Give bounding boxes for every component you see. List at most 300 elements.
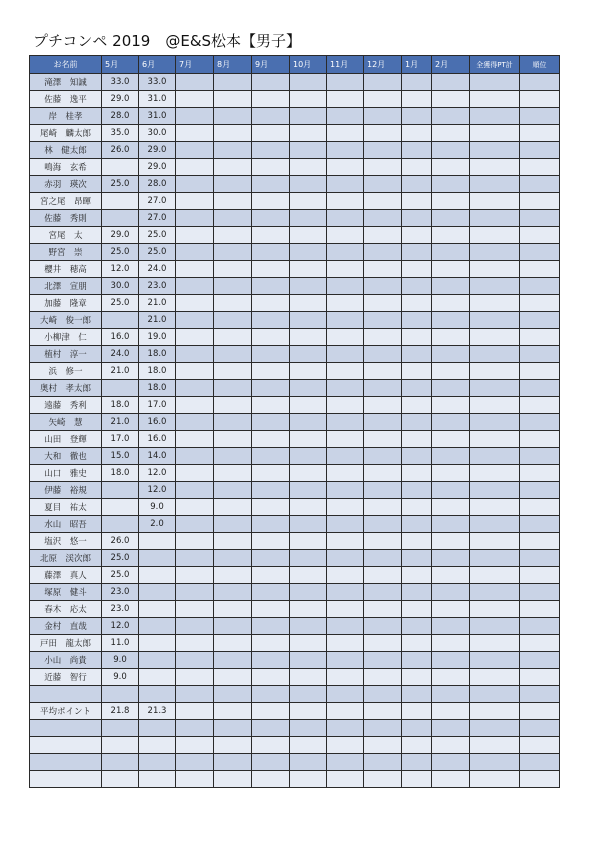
empty-cell — [432, 295, 470, 312]
score-cell — [102, 499, 139, 516]
empty-cell — [432, 703, 470, 720]
empty-cell — [432, 635, 470, 652]
empty-cell — [520, 465, 560, 482]
header-rank: 順位 — [520, 56, 560, 74]
empty-cell — [176, 720, 214, 737]
score-cell: 31.0 — [139, 108, 176, 125]
score-cell: 18.0 — [139, 380, 176, 397]
empty-cell — [520, 414, 560, 431]
empty-cell — [364, 193, 402, 210]
player-name-cell: 赤羽 瑛次 — [30, 176, 102, 193]
empty-cell — [214, 414, 252, 431]
empty-cell — [432, 159, 470, 176]
score-cell: 21.0 — [139, 312, 176, 329]
empty-cell — [214, 669, 252, 686]
empty-cell — [364, 584, 402, 601]
empty-cell — [252, 227, 290, 244]
score-cell: 21.0 — [102, 414, 139, 431]
player-name-cell: 矢崎 慧 — [30, 414, 102, 431]
empty-cell — [176, 329, 214, 346]
table-row — [30, 227, 560, 244]
empty-cell — [364, 567, 402, 584]
empty-cell — [176, 312, 214, 329]
player-name-cell: 佐藤 逸平 — [30, 91, 102, 108]
score-cell: 21.3 — [139, 703, 176, 720]
empty-cell — [214, 652, 252, 669]
empty-cell — [520, 74, 560, 91]
player-name-cell: 櫻井 穂高 — [30, 261, 102, 278]
player-name-cell: 春木 応太 — [30, 601, 102, 618]
score-cell: 17.0 — [102, 431, 139, 448]
empty-cell — [327, 516, 364, 533]
empty-cell — [402, 380, 432, 397]
empty-cell — [252, 516, 290, 533]
empty-cell — [214, 686, 252, 703]
empty-cell — [520, 227, 560, 244]
score-cell — [139, 601, 176, 618]
empty-cell — [470, 720, 520, 737]
empty-cell — [176, 91, 214, 108]
table-row — [30, 108, 560, 125]
empty-cell — [364, 703, 402, 720]
empty-cell — [364, 499, 402, 516]
empty-cell — [470, 601, 520, 618]
empty-cell — [252, 312, 290, 329]
empty-cell — [364, 550, 402, 567]
score-cell: 33.0 — [139, 74, 176, 91]
score-cell: 18.0 — [102, 465, 139, 482]
score-cell: 23.0 — [102, 601, 139, 618]
empty-cell — [327, 771, 364, 788]
empty-cell — [290, 431, 327, 448]
empty-cell — [252, 771, 290, 788]
empty-cell — [364, 210, 402, 227]
table-row — [30, 754, 560, 771]
empty-cell — [252, 295, 290, 312]
empty-cell — [176, 380, 214, 397]
empty-cell — [364, 278, 402, 295]
score-cell: 12.0 — [102, 261, 139, 278]
score-cell — [139, 584, 176, 601]
empty-cell — [470, 210, 520, 227]
empty-cell — [252, 176, 290, 193]
empty-cell — [402, 346, 432, 363]
empty-cell — [214, 431, 252, 448]
empty-cell — [290, 669, 327, 686]
empty-cell — [432, 652, 470, 669]
score-cell — [102, 516, 139, 533]
empty-cell — [432, 550, 470, 567]
empty-cell — [402, 261, 432, 278]
empty-cell — [402, 91, 432, 108]
empty-cell — [214, 516, 252, 533]
empty-cell — [520, 278, 560, 295]
empty-cell — [214, 465, 252, 482]
empty-cell — [327, 227, 364, 244]
score-cell: 24.0 — [102, 346, 139, 363]
empty-cell — [327, 397, 364, 414]
empty-cell — [364, 261, 402, 278]
empty-cell — [432, 584, 470, 601]
empty-cell — [290, 720, 327, 737]
table-row — [30, 125, 560, 142]
empty-cell — [432, 210, 470, 227]
empty-cell — [327, 125, 364, 142]
empty-cell — [214, 74, 252, 91]
empty-cell — [214, 142, 252, 159]
player-name-cell: 金村 直哉 — [30, 618, 102, 635]
empty-cell — [432, 227, 470, 244]
score-cell: 35.0 — [102, 125, 139, 142]
empty-cell — [214, 227, 252, 244]
table-row — [30, 346, 560, 363]
empty-cell — [364, 108, 402, 125]
empty-cell — [402, 669, 432, 686]
empty-cell — [327, 346, 364, 363]
score-cell — [102, 193, 139, 210]
empty-cell — [214, 601, 252, 618]
empty-cell — [176, 159, 214, 176]
empty-cell — [364, 516, 402, 533]
header-june: 6月 — [139, 56, 176, 74]
empty-cell — [176, 363, 214, 380]
empty-cell — [252, 482, 290, 499]
score-cell: 12.0 — [139, 465, 176, 482]
player-name-cell: 加藤 隆章 — [30, 295, 102, 312]
table-row — [30, 74, 560, 91]
empty-cell — [470, 465, 520, 482]
empty-cell — [290, 193, 327, 210]
empty-cell — [290, 312, 327, 329]
empty-cell — [520, 601, 560, 618]
empty-cell — [470, 295, 520, 312]
empty-cell — [176, 754, 214, 771]
empty-cell — [176, 227, 214, 244]
empty-cell — [520, 516, 560, 533]
empty-cell — [214, 737, 252, 754]
empty-cell — [470, 346, 520, 363]
table-row — [30, 448, 560, 465]
empty-cell — [402, 210, 432, 227]
empty-cell — [327, 312, 364, 329]
empty-cell — [470, 431, 520, 448]
header-october: 10月 — [290, 56, 327, 74]
player-name-cell: 佐藤 秀則 — [30, 210, 102, 227]
player-name-cell: 浜 修一 — [30, 363, 102, 380]
score-cell: 25.0 — [102, 295, 139, 312]
empty-cell — [290, 737, 327, 754]
empty-cell — [290, 108, 327, 125]
empty-cell — [327, 652, 364, 669]
score-cell: 14.0 — [139, 448, 176, 465]
empty-cell — [176, 771, 214, 788]
empty-cell — [290, 516, 327, 533]
empty-cell — [470, 499, 520, 516]
score-cell — [139, 686, 176, 703]
empty-cell — [327, 669, 364, 686]
empty-cell — [327, 142, 364, 159]
empty-cell — [364, 669, 402, 686]
empty-cell — [432, 533, 470, 550]
empty-cell — [327, 176, 364, 193]
player-name-cell: 北澤 宣朋 — [30, 278, 102, 295]
empty-cell — [470, 414, 520, 431]
player-name-cell — [30, 754, 102, 771]
header-november: 11月 — [327, 56, 364, 74]
empty-cell — [402, 227, 432, 244]
empty-cell — [520, 550, 560, 567]
table-row — [30, 278, 560, 295]
empty-cell — [520, 210, 560, 227]
score-cell: 12.0 — [102, 618, 139, 635]
empty-cell — [290, 703, 327, 720]
player-name-cell: 宮之尾 昂暉 — [30, 193, 102, 210]
empty-cell — [327, 74, 364, 91]
empty-cell — [290, 635, 327, 652]
empty-cell — [176, 567, 214, 584]
empty-cell — [252, 159, 290, 176]
empty-cell — [402, 329, 432, 346]
score-cell: 27.0 — [139, 210, 176, 227]
score-cell: 19.0 — [139, 329, 176, 346]
empty-cell — [290, 448, 327, 465]
empty-cell — [214, 210, 252, 227]
score-cell — [139, 618, 176, 635]
empty-cell — [214, 380, 252, 397]
score-cell: 26.0 — [102, 142, 139, 159]
empty-cell — [327, 193, 364, 210]
score-cell: 29.0 — [139, 142, 176, 159]
player-name-cell: 近藤 智行 — [30, 669, 102, 686]
score-cell: 21.0 — [139, 295, 176, 312]
score-cell: 21.0 — [102, 363, 139, 380]
player-name-cell: 滝澤 知誠 — [30, 74, 102, 91]
player-name-cell: 塚原 健斗 — [30, 584, 102, 601]
table-row — [30, 737, 560, 754]
empty-cell — [520, 125, 560, 142]
empty-cell — [432, 465, 470, 482]
empty-cell — [432, 397, 470, 414]
score-cell: 25.0 — [102, 176, 139, 193]
empty-cell — [327, 635, 364, 652]
empty-cell — [176, 533, 214, 550]
empty-cell — [214, 312, 252, 329]
player-name-cell: 遠藤 秀利 — [30, 397, 102, 414]
empty-cell — [290, 754, 327, 771]
empty-cell — [402, 567, 432, 584]
empty-cell — [364, 618, 402, 635]
empty-cell — [176, 516, 214, 533]
empty-cell — [214, 176, 252, 193]
table-row — [30, 261, 560, 278]
header-december: 12月 — [364, 56, 402, 74]
empty-cell — [327, 482, 364, 499]
empty-cell — [252, 754, 290, 771]
table-row — [30, 176, 560, 193]
empty-cell — [290, 346, 327, 363]
score-cell: 23.0 — [102, 584, 139, 601]
empty-cell — [176, 431, 214, 448]
empty-cell — [364, 244, 402, 261]
score-cell: 30.0 — [139, 125, 176, 142]
page-title: プチコンペ 2019 @E&S松本【男子】 — [33, 32, 302, 50]
empty-cell — [470, 312, 520, 329]
empty-cell — [364, 74, 402, 91]
empty-cell — [470, 108, 520, 125]
empty-cell — [214, 329, 252, 346]
empty-cell — [327, 210, 364, 227]
empty-cell — [327, 584, 364, 601]
empty-cell — [176, 669, 214, 686]
player-name-cell: 小柳津 仁 — [30, 329, 102, 346]
empty-cell — [176, 703, 214, 720]
empty-cell — [432, 142, 470, 159]
empty-cell — [252, 74, 290, 91]
empty-cell — [176, 618, 214, 635]
empty-cell — [520, 363, 560, 380]
score-cell — [102, 754, 139, 771]
empty-cell — [470, 686, 520, 703]
empty-cell — [432, 363, 470, 380]
empty-cell — [176, 244, 214, 261]
empty-cell — [176, 652, 214, 669]
score-cell: 9.0 — [139, 499, 176, 516]
empty-cell — [327, 618, 364, 635]
empty-cell — [470, 669, 520, 686]
empty-cell — [290, 278, 327, 295]
empty-cell — [252, 91, 290, 108]
empty-cell — [402, 686, 432, 703]
empty-cell — [176, 142, 214, 159]
empty-cell — [470, 227, 520, 244]
score-cell: 18.0 — [102, 397, 139, 414]
empty-cell — [432, 499, 470, 516]
table-row — [30, 686, 560, 703]
score-cell — [139, 720, 176, 737]
empty-cell — [327, 159, 364, 176]
empty-cell — [402, 652, 432, 669]
empty-cell — [520, 176, 560, 193]
empty-cell — [364, 227, 402, 244]
empty-cell — [290, 142, 327, 159]
empty-cell — [290, 176, 327, 193]
empty-cell — [327, 737, 364, 754]
empty-cell — [214, 193, 252, 210]
empty-cell — [290, 601, 327, 618]
empty-cell — [214, 125, 252, 142]
empty-cell — [470, 754, 520, 771]
header-row — [30, 56, 560, 74]
empty-cell — [402, 465, 432, 482]
empty-cell — [402, 550, 432, 567]
header-august: 8月 — [214, 56, 252, 74]
empty-cell — [470, 329, 520, 346]
empty-cell — [520, 584, 560, 601]
table-row — [30, 567, 560, 584]
empty-cell — [176, 686, 214, 703]
table-row — [30, 363, 560, 380]
empty-cell — [520, 499, 560, 516]
empty-cell — [432, 74, 470, 91]
empty-cell — [176, 295, 214, 312]
header-february: 2月 — [432, 56, 470, 74]
empty-cell — [520, 261, 560, 278]
empty-cell — [470, 142, 520, 159]
score-cell: 18.0 — [139, 346, 176, 363]
score-cell: 9.0 — [102, 652, 139, 669]
empty-cell — [470, 567, 520, 584]
empty-cell — [214, 533, 252, 550]
empty-cell — [364, 448, 402, 465]
player-name-cell: 山口 雅史 — [30, 465, 102, 482]
empty-cell — [252, 346, 290, 363]
empty-cell — [252, 193, 290, 210]
empty-cell — [290, 227, 327, 244]
empty-cell — [470, 159, 520, 176]
empty-cell — [176, 397, 214, 414]
score-cell — [139, 567, 176, 584]
empty-cell — [364, 482, 402, 499]
empty-cell — [364, 635, 402, 652]
empty-cell — [432, 754, 470, 771]
empty-cell — [432, 448, 470, 465]
table-row — [30, 465, 560, 482]
empty-cell — [470, 397, 520, 414]
score-cell: 21.8 — [102, 703, 139, 720]
empty-cell — [290, 550, 327, 567]
empty-cell — [432, 737, 470, 754]
empty-cell — [432, 125, 470, 142]
score-cell: 29.0 — [139, 159, 176, 176]
empty-cell — [402, 312, 432, 329]
empty-cell — [364, 397, 402, 414]
empty-cell — [214, 720, 252, 737]
empty-cell — [520, 159, 560, 176]
empty-cell — [432, 346, 470, 363]
empty-cell — [290, 652, 327, 669]
table-row — [30, 550, 560, 567]
score-cell — [102, 210, 139, 227]
empty-cell — [290, 159, 327, 176]
empty-cell — [402, 754, 432, 771]
empty-cell — [252, 737, 290, 754]
empty-cell — [252, 448, 290, 465]
empty-cell — [327, 754, 364, 771]
empty-cell — [327, 448, 364, 465]
player-name-cell: 夏目 祐太 — [30, 499, 102, 516]
empty-cell — [252, 635, 290, 652]
empty-cell — [432, 414, 470, 431]
empty-cell — [470, 244, 520, 261]
player-name-cell: 戸田 龍太郎 — [30, 635, 102, 652]
table-row — [30, 720, 560, 737]
empty-cell — [327, 703, 364, 720]
table-row — [30, 414, 560, 431]
table-row — [30, 159, 560, 176]
empty-cell — [176, 176, 214, 193]
empty-cell — [520, 431, 560, 448]
empty-cell — [470, 516, 520, 533]
score-cell — [139, 737, 176, 754]
empty-cell — [402, 771, 432, 788]
header-september: 9月 — [252, 56, 290, 74]
empty-cell — [520, 754, 560, 771]
player-name-cell: 宮尾 太 — [30, 227, 102, 244]
empty-cell — [252, 703, 290, 720]
player-name-cell: 植村 淳一 — [30, 346, 102, 363]
empty-cell — [520, 380, 560, 397]
empty-cell — [520, 771, 560, 788]
